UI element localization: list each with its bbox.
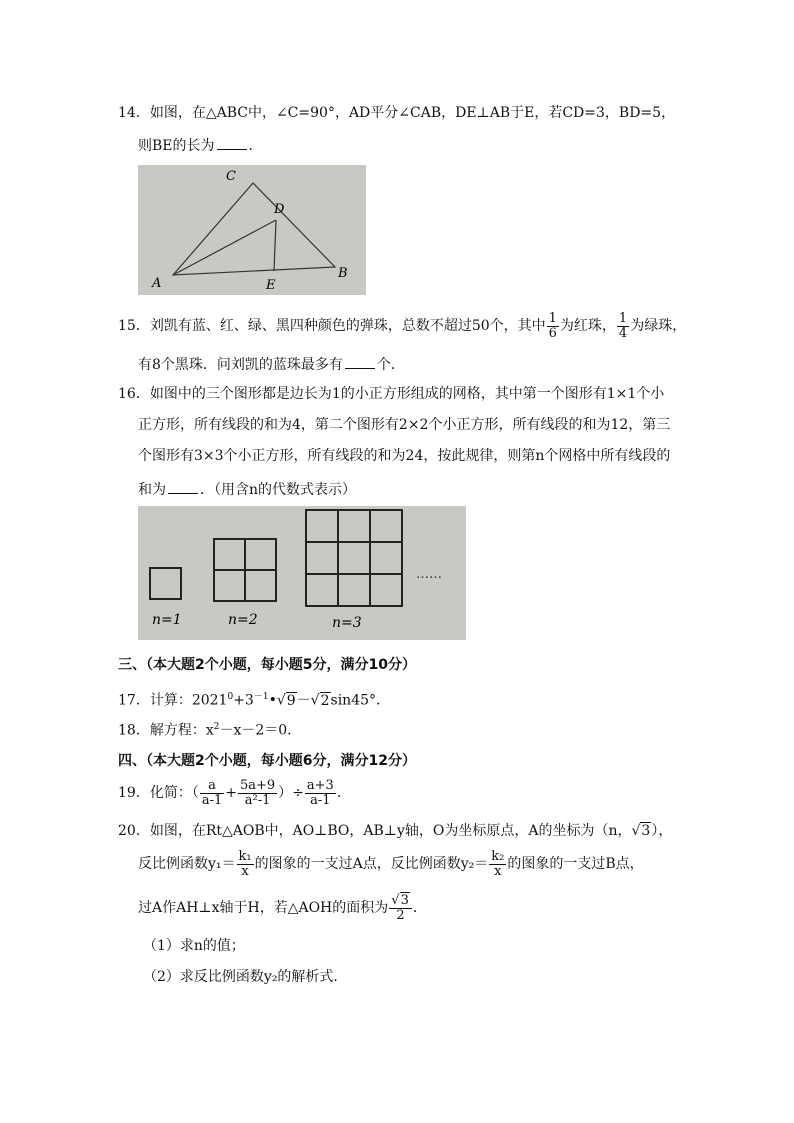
- frac-den: a-1: [201, 792, 223, 808]
- q14-line1: [118, 104, 675, 122]
- q14-triangle-svg: [138, 165, 366, 295]
- q20-text2b: 的图象的一支过A点，反比例函数y₂＝: [254, 856, 489, 872]
- q19-plus: +: [225, 785, 237, 801]
- frac-den: 6: [548, 325, 557, 341]
- q14-triangle-figure: [138, 165, 366, 295]
- q20-line3: [138, 890, 427, 926]
- segment-ad: [173, 220, 276, 275]
- q15-text1c: 为绿珠，: [630, 318, 687, 334]
- frac-den: a-1: [310, 792, 331, 808]
- q16-line2: [138, 416, 670, 434]
- q20-frac-k2: [489, 850, 506, 879]
- q20-frac-area: [389, 894, 412, 923]
- q20-line1: 20．如图，在Rt△AOB中，AO⊥BO，AB⊥y轴，O为坐标原点，A的坐标为（n，√3），: [118, 823, 673, 839]
- frac-num: 1: [548, 310, 557, 326]
- section-3-title: 三、（本大题2个小题，每小题5分，满分10分）: [118, 657, 416, 673]
- grid-3x3: [306, 510, 402, 606]
- label-n3: n=3: [332, 615, 362, 631]
- q18-exp2: 2: [213, 722, 220, 732]
- frac-num: 1: [618, 310, 628, 326]
- q19-frac2: [238, 779, 277, 808]
- q20-sub1: （1）求n的值；: [143, 938, 245, 954]
- q16-text3: 个图形有3×3个小正方形，所有线段的和为24，按此规律，则第n个网格中所有线段的: [138, 448, 671, 464]
- triangle-abc: [173, 183, 335, 275]
- q19-mid: ）÷: [278, 785, 304, 801]
- q20-frac-k1: [237, 850, 254, 879]
- q16-text4-end: ．（用含n的代数式表示）: [200, 482, 357, 498]
- q15-text1: 15．刘凯有蓝、红、绿、黑四种颜色的弹珠，总数不超过50个，其中: [118, 318, 546, 334]
- q15-line1: [118, 311, 686, 341]
- frac-den: x: [241, 863, 249, 879]
- q15-text1b: 为红珠，: [559, 318, 616, 334]
- q20-sub2: （2）求反比例函数y₂的解析式．: [143, 969, 348, 985]
- q17-sqrt2: 2: [320, 692, 330, 709]
- q20-text3-end: ．: [412, 900, 427, 916]
- q17-exp-neg1: －1: [253, 692, 269, 702]
- frac-num: k₂: [491, 848, 505, 864]
- q16-text4: 和为: [138, 482, 166, 498]
- q17-exp0: 0: [227, 692, 234, 702]
- label-e: E: [266, 278, 276, 293]
- frac-num: a+3: [306, 777, 334, 793]
- label-b: B: [338, 266, 348, 281]
- frac-num: 5a+9: [239, 777, 276, 793]
- q20-text1-end: ），: [651, 823, 673, 839]
- section-4-title: 四、（本大题2个小题，每小题6分，满分12分）: [118, 753, 416, 769]
- label-a: A: [152, 276, 162, 291]
- q20-line2: [138, 846, 644, 882]
- q15-line2: [138, 354, 405, 374]
- q17-dot: •: [268, 692, 277, 709]
- label-d: D: [274, 202, 285, 217]
- q20-sqrt3b: 3: [400, 892, 409, 908]
- frac-num: k₁: [238, 848, 252, 864]
- q20-text1: 20．如图，在Rt△AOB中，AO⊥BO，AB⊥y轴，O为坐标原点，A的坐标为（n，: [118, 823, 632, 839]
- q15-fraction-2: [617, 312, 629, 341]
- q14-text2: 则BE的长为: [138, 138, 215, 154]
- frac-den: x: [494, 863, 502, 879]
- q19-frac3: [305, 779, 336, 808]
- q19-prefix: 19．化简：（: [118, 785, 199, 801]
- q16-grid-figure: [138, 506, 466, 640]
- q20-text2c: 的图象的一支过B点，: [507, 856, 644, 872]
- label-c: C: [226, 169, 236, 184]
- q20-text3: 过A作AH⊥x轴于H，若△AOH的面积为: [138, 900, 389, 916]
- q17-minus: －: [296, 692, 311, 709]
- label-dots: ……: [416, 567, 442, 582]
- q16-grid-svg: [138, 506, 466, 640]
- q18-rest: －x－2＝0．: [219, 722, 302, 739]
- q16-line1: [118, 385, 664, 403]
- q14-answer-blank: [217, 135, 247, 150]
- grid-1x1: [150, 568, 181, 599]
- q15-text2: 有8个黑珠．问刘凯的蓝珠最多有: [138, 357, 343, 373]
- frac-den: 4: [618, 325, 628, 341]
- q16-line4: [138, 479, 356, 499]
- q15-text2-end: 个．: [376, 357, 405, 373]
- q15-fraction-1: [547, 312, 559, 341]
- q16-line3: [138, 447, 670, 465]
- frac-num: a: [200, 779, 224, 794]
- label-n2: n=2: [228, 612, 258, 628]
- q18-line: [118, 718, 301, 740]
- segment-de: [274, 220, 276, 271]
- q14-text1: 14．如图，在△ABC中，∠C=90°，AD平分∠CAB，DE⊥AB于E，若CD=3，BD=5，: [118, 105, 676, 121]
- q17-plus3: +3: [233, 692, 254, 709]
- q19-end: ．: [336, 785, 351, 801]
- q18-prefix: 18．解方程：x: [118, 722, 214, 739]
- q19-frac1: [200, 779, 224, 808]
- q16-answer-blank: [168, 479, 198, 494]
- frac-den: a²-1: [244, 792, 271, 808]
- q14-text2-end: ．: [248, 138, 263, 154]
- q20-sqrt3: 3: [641, 823, 651, 839]
- q16-text2: 正方形，所有线段的和为4，第二个图形有2×2个小正方形，所有线段的和为12，第三: [138, 417, 671, 433]
- frac-num: √3: [389, 894, 412, 909]
- q16-text1: 16．如图中的三个图形都是边长为1的小正方形组成的网格，其中第一个图形有1×1个小: [118, 386, 665, 402]
- q17-prefix: 17．计算：2021: [118, 692, 228, 709]
- q17-sqrt9: 9: [286, 692, 296, 709]
- q17-line: 17．计算：$2021^0+3^{-1}•√9-√2\sin 45^\circ$．: [118, 692, 391, 709]
- q20-text2: 反比例函数y₁＝: [138, 856, 236, 872]
- frac-den: 2: [396, 907, 405, 923]
- label-n1: n=1: [152, 612, 182, 628]
- q17-rest: sin45°．: [330, 692, 391, 709]
- grid-2x2: [214, 539, 276, 601]
- q14-line2: [138, 135, 263, 155]
- q19-line: [118, 776, 351, 810]
- q15-answer-blank: [345, 354, 375, 369]
